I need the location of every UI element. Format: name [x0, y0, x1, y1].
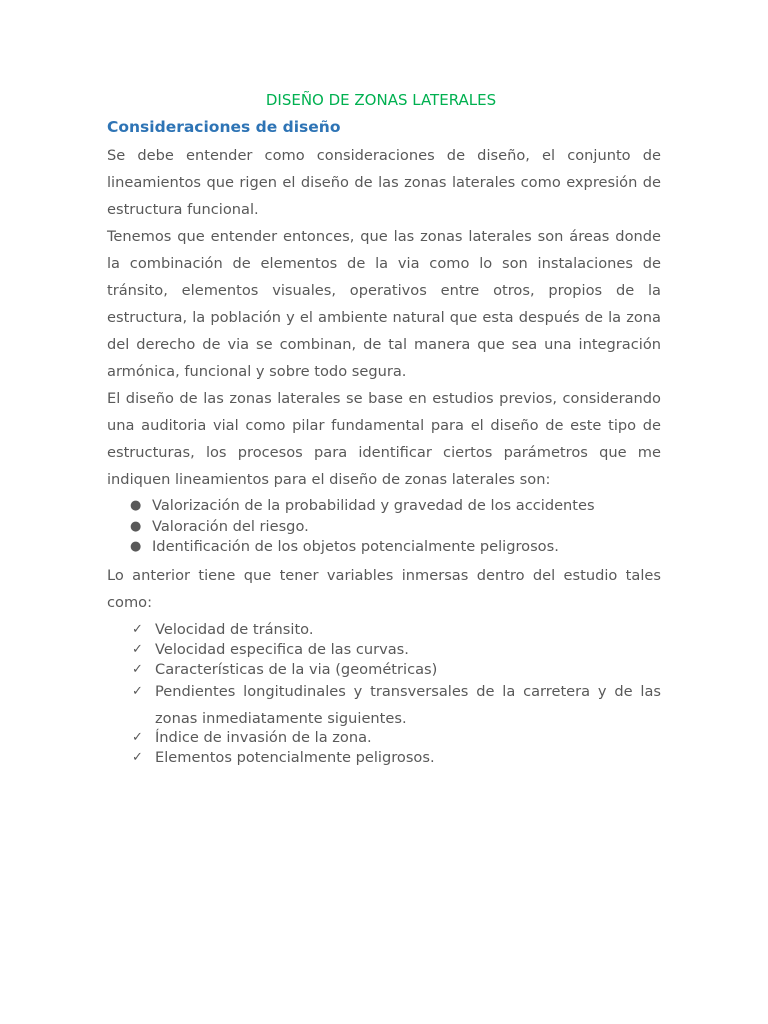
paragraph: El diseño de las zonas laterales se base en estudios previos, considerando una auditoria vial como pilar fundamental para el diseño de este tipo de estructuras, los procesos para identificar ciertos parámetros que me indiquen lineamientos para el diseño de zonas laterales son: [107, 390, 661, 488]
bullet-dot-icon: ● [130, 498, 142, 513]
checklist-item-text: Pendientes longitudinales y transversales de la carretera y de las zonas inmediatamente siguientes. [155, 682, 661, 727]
checklist-item-text: Características de la via (geométricas) [155, 660, 438, 678]
list-item [107, 517, 661, 538]
checkmark-icon: ✓ [132, 729, 143, 745]
checklist [107, 620, 661, 768]
paragraph: Tenemos que entender entonces, que las zonas laterales son áreas donde la combinación de elementos de la via como lo son instalaciones de tránsito, elementos visuales, operativos entre otros, propios de la estructura, la población y el ambiente natural que esta después de la zona del derecho de via se combinan, de tal manera que sea una integración armónica, funcional y sobre todo segura. [107, 228, 661, 380]
checklist-item [107, 678, 661, 732]
list-item [107, 496, 661, 517]
checklist-item [107, 728, 661, 748]
bullet-dot-icon: ● [130, 539, 142, 554]
checklist-item-text: Elementos potencialmente peligrosos. [155, 748, 435, 766]
checklist-item [107, 640, 661, 660]
checkmark-icon: ✓ [132, 749, 143, 765]
checklist-item-text: Velocidad de tránsito. [155, 620, 314, 638]
checkmark-icon: ✓ [132, 661, 143, 677]
checkmark-icon: ✓ [132, 621, 143, 637]
bullet-dot-icon: ● [130, 518, 142, 534]
checklist-item [107, 748, 661, 768]
document-body [107, 142, 661, 768]
checkmark-icon: ✓ [132, 683, 143, 699]
bullet-list [107, 496, 661, 558]
list-item-text: Valorización de la probabilidad y gravedad de los accidentes [152, 497, 595, 514]
list-item-text: Identificación de los objetos potencialmente peligrosos. [152, 538, 559, 555]
section-heading: Consideraciones de diseño [107, 118, 341, 136]
list-item-text: Valoración del riesgo. [152, 517, 309, 535]
paragraph: Lo anterior tiene que tener variables inmersas dentro del estudio tales como: [107, 566, 661, 611]
list-item [107, 537, 661, 558]
paragraph: Se debe entender como consideraciones de diseño, el conjunto de lineamientos que rigen el diseño de las zonas laterales como expresión de estructura funcional. [107, 147, 661, 218]
checklist-item [107, 660, 661, 680]
checklist-item-text: Velocidad especifica de las curvas. [155, 640, 409, 658]
checkmark-icon: ✓ [132, 641, 143, 657]
checklist-item-text: Índice de invasión de la zona. [155, 728, 372, 746]
document-title: DISEÑO DE ZONAS LATERALES [265, 91, 497, 109]
checklist-item [107, 620, 661, 640]
